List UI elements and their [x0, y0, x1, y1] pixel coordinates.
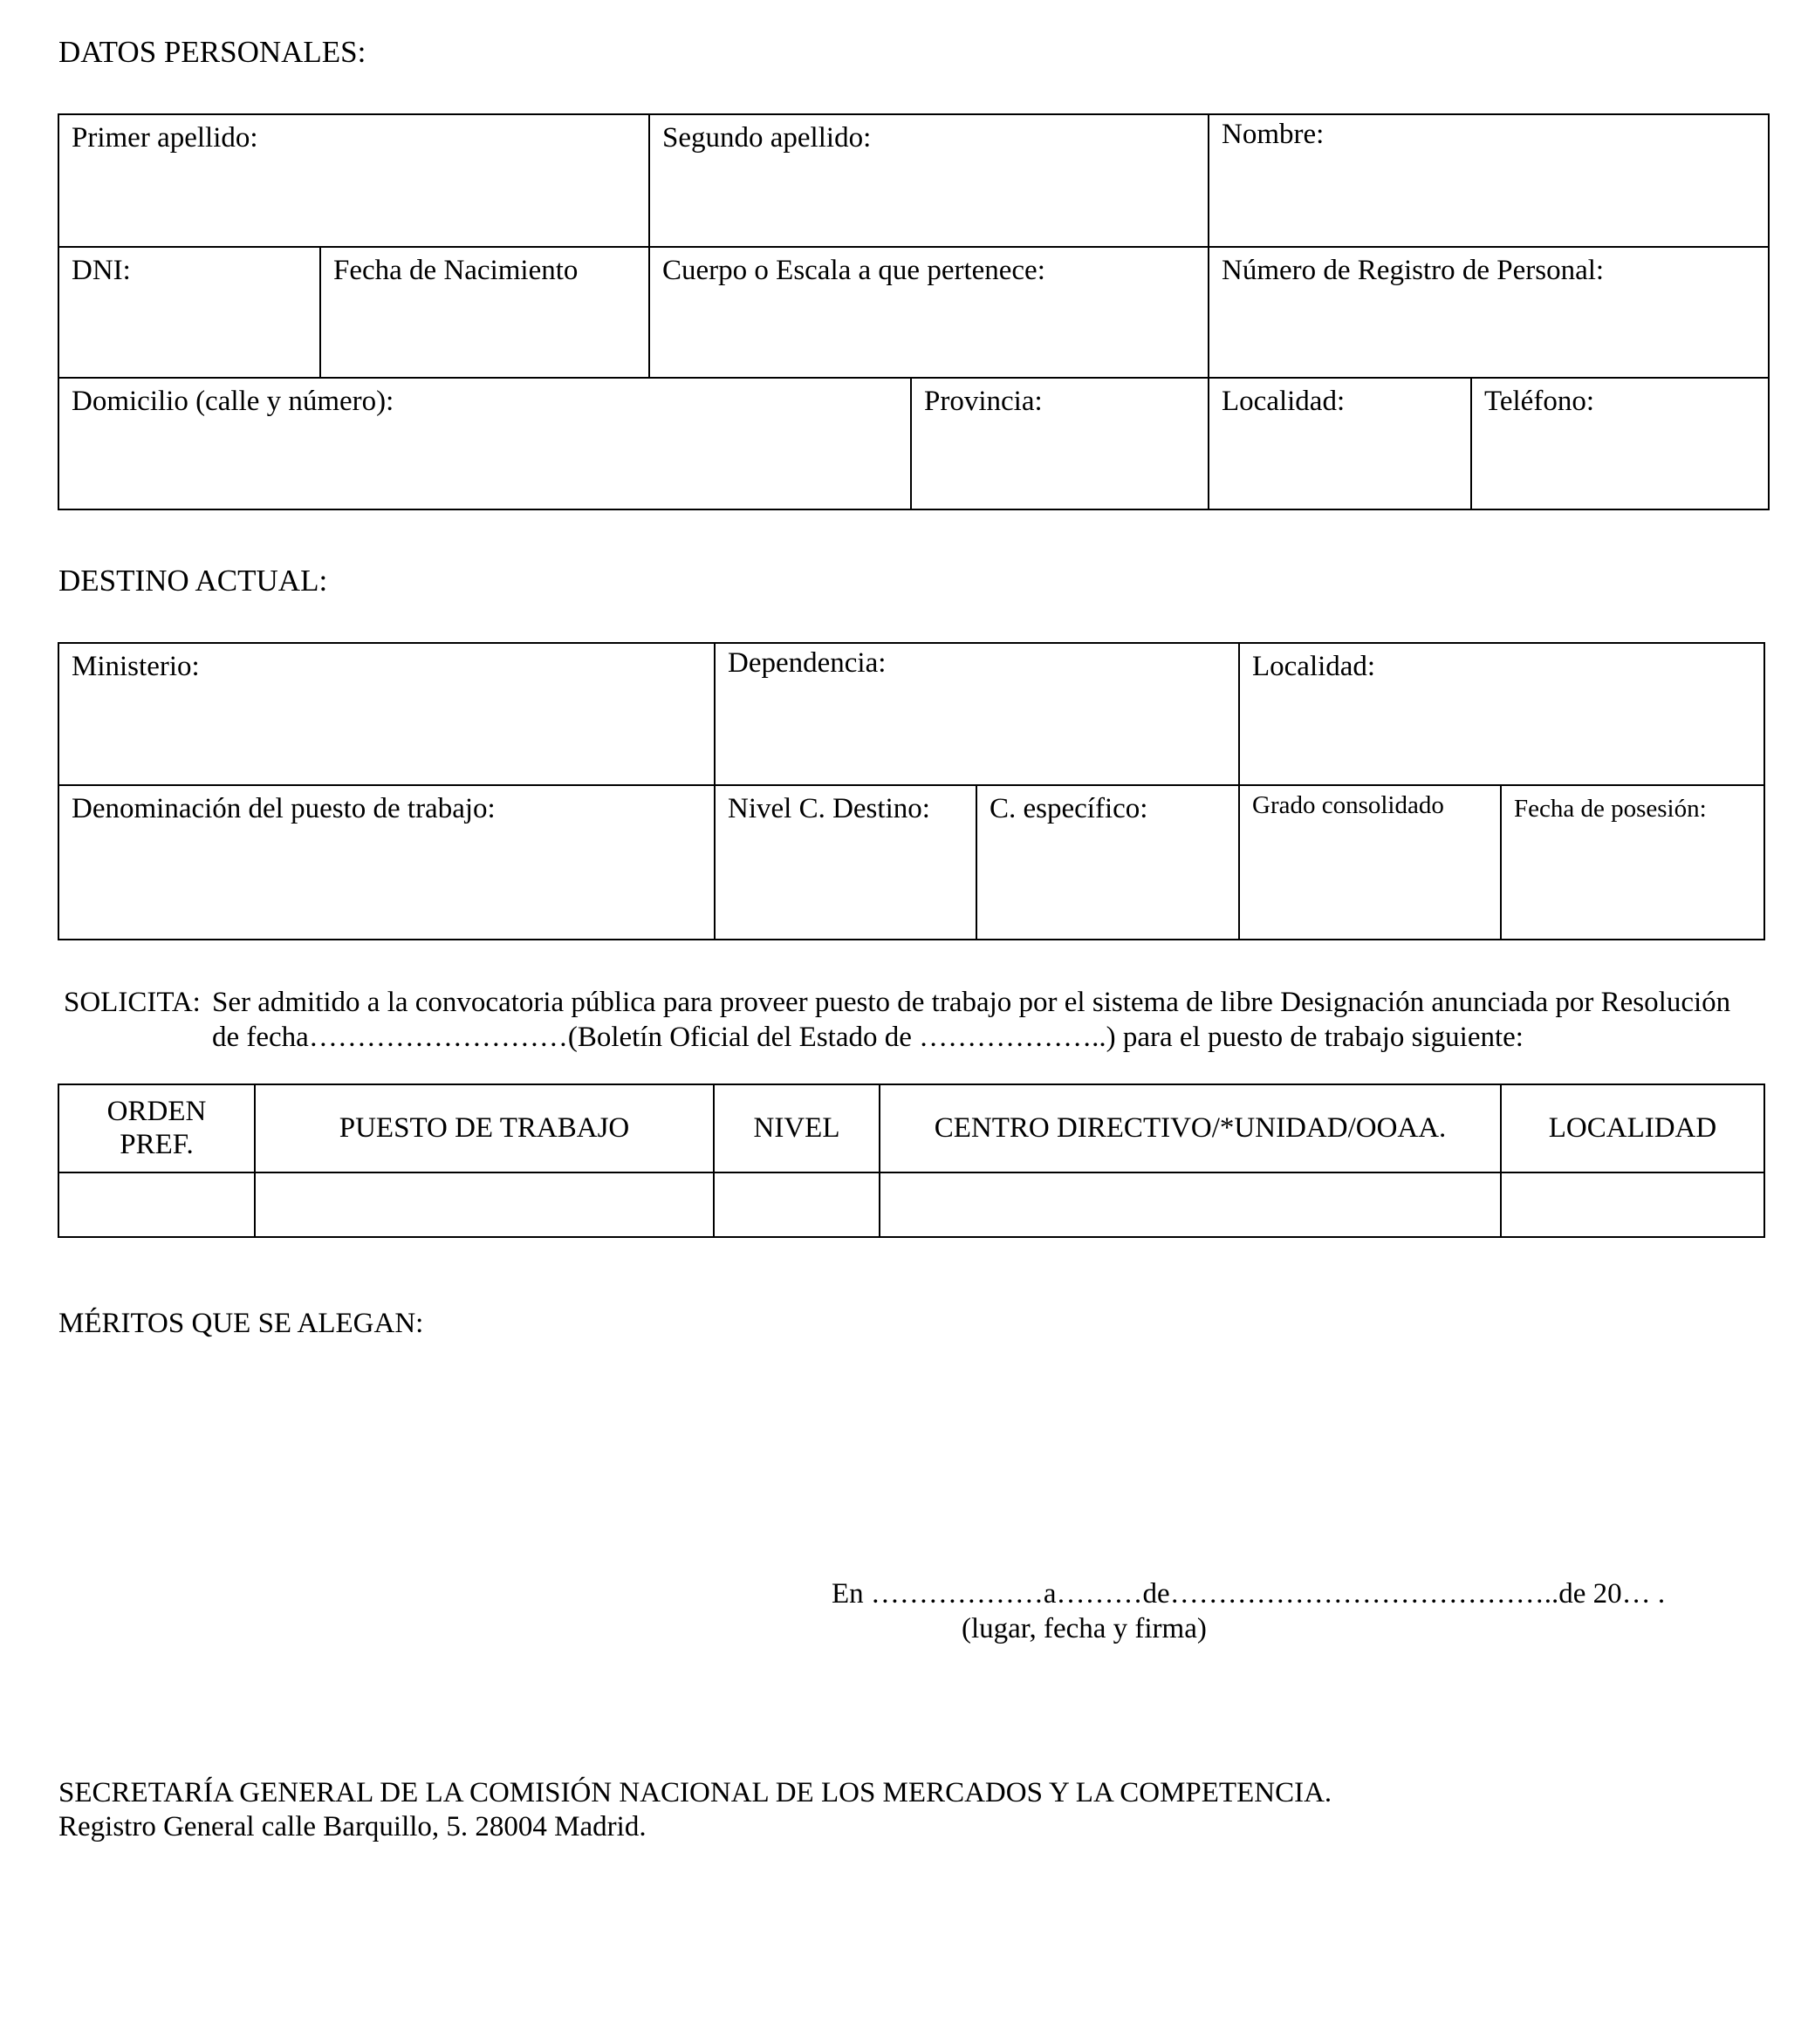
footer-line-2: Registro General calle Barquillo, 5. 28004 Madrid.: [58, 1811, 647, 1842]
localidad-label: Localidad:: [1222, 386, 1346, 417]
header-centro: CENTRO DIRECTIVO/*UNIDAD/OOAA.: [880, 1084, 1501, 1172]
dependencia-field[interactable]: [715, 643, 1239, 785]
fecha-nacimiento-label: Fecha de Nacimiento: [333, 255, 579, 286]
fecha-nacimiento-field[interactable]: [320, 247, 649, 378]
datos-personales-table: [58, 113, 1770, 510]
nivel-c-destino-label: Nivel C. Destino:: [728, 793, 930, 824]
ministerio-label: Ministerio:: [72, 651, 200, 682]
grado-consolidado-label: Grado consolidado: [1252, 791, 1444, 819]
telefono-field[interactable]: [1471, 378, 1769, 509]
dni-field[interactable]: [58, 247, 320, 378]
cell-nivel[interactable]: [714, 1172, 880, 1237]
telefono-label: Teléfono:: [1484, 386, 1594, 417]
numero-registro-field[interactable]: [1209, 247, 1769, 378]
nivel-c-destino-field[interactable]: [715, 785, 976, 940]
meritos-area[interactable]: [58, 1352, 1763, 1553]
section-heading-datos-personales: DATOS PERSONALES:: [58, 35, 366, 69]
nombre-field[interactable]: [1209, 114, 1769, 247]
localidad-destino-field[interactable]: [1239, 643, 1764, 785]
c-especifico-label: C. específico:: [990, 793, 1148, 824]
grado-consolidado-field[interactable]: [1239, 785, 1501, 940]
numero-registro-label: Número de Registro de Personal:: [1222, 255, 1605, 286]
denominacion-puesto-label: Denominación del puesto de trabajo:: [72, 793, 496, 824]
dni-label: DNI:: [72, 255, 131, 286]
domicilio-field[interactable]: [58, 378, 911, 509]
solicita-line-1: Ser admitido a la convocatoria pública para proveer puesto de trabajo por el sistema de libre Designación anunciada por Resolución: [212, 987, 1731, 1018]
cell-orden-pref[interactable]: [58, 1172, 255, 1237]
nombre-label: Nombre:: [1222, 119, 1325, 150]
provincia-field[interactable]: [911, 378, 1209, 509]
table-row: [58, 1172, 1764, 1237]
solicita-label: SOLICITA:: [64, 987, 201, 1018]
cell-centro[interactable]: [880, 1172, 1501, 1237]
destino-actual-table: [58, 642, 1765, 940]
fecha-posesion-field[interactable]: [1501, 785, 1764, 940]
dependencia-label: Dependencia:: [728, 647, 887, 679]
firma-caption: (lugar, fecha y firma): [962, 1613, 1207, 1644]
section-heading-destino-actual: DESTINO ACTUAL:: [58, 564, 328, 598]
localidad-field[interactable]: [1209, 378, 1471, 509]
segundo-apellido-field[interactable]: [649, 114, 1209, 247]
puestos-table-header-row: [58, 1084, 1764, 1172]
header-orden-line2: PREF.: [120, 1128, 194, 1160]
header-localidad: LOCALIDAD: [1501, 1084, 1764, 1172]
header-orden-line1: ORDEN: [106, 1095, 207, 1127]
puestos-table: [58, 1084, 1765, 1238]
header-puesto: PUESTO DE TRABAJO: [255, 1084, 714, 1172]
domicilio-label: Domicilio (calle y número):: [72, 386, 394, 417]
segundo-apellido-label: Segundo apellido:: [662, 122, 872, 154]
primer-apellido-field[interactable]: [58, 114, 649, 247]
c-especifico-field[interactable]: [976, 785, 1239, 940]
cuerpo-escala-label: Cuerpo o Escala a que pertenece:: [662, 255, 1045, 286]
primer-apellido-label: Primer apellido:: [72, 122, 258, 154]
footer-line-1: SECRETARÍA GENERAL DE LA COMISIÓN NACIONAL DE LOS MERCADOS Y LA COMPETENCIA.: [58, 1777, 1332, 1808]
header-nivel: NIVEL: [714, 1084, 880, 1172]
ministerio-field[interactable]: [58, 643, 715, 785]
cell-puesto[interactable]: [255, 1172, 714, 1237]
provincia-label: Provincia:: [924, 386, 1043, 417]
denominacion-puesto-field[interactable]: [58, 785, 715, 940]
meritos-heading: MÉRITOS QUE SE ALEGAN:: [58, 1308, 424, 1339]
cell-localidad[interactable]: [1501, 1172, 1764, 1237]
localidad-destino-label: Localidad:: [1252, 651, 1376, 682]
header-orden-pref: [58, 1084, 255, 1172]
fecha-posesion-label: Fecha de posesión:: [1514, 795, 1707, 823]
cuerpo-escala-field[interactable]: [649, 247, 1209, 378]
firma-line: En ………………a………de…………………………………..de 20… .: [832, 1578, 1666, 1610]
solicita-line-2: de fecha………………………(Boletín Oficial del Estado de ………………..) para el puesto de trabajo siguiente:: [212, 1022, 1524, 1053]
